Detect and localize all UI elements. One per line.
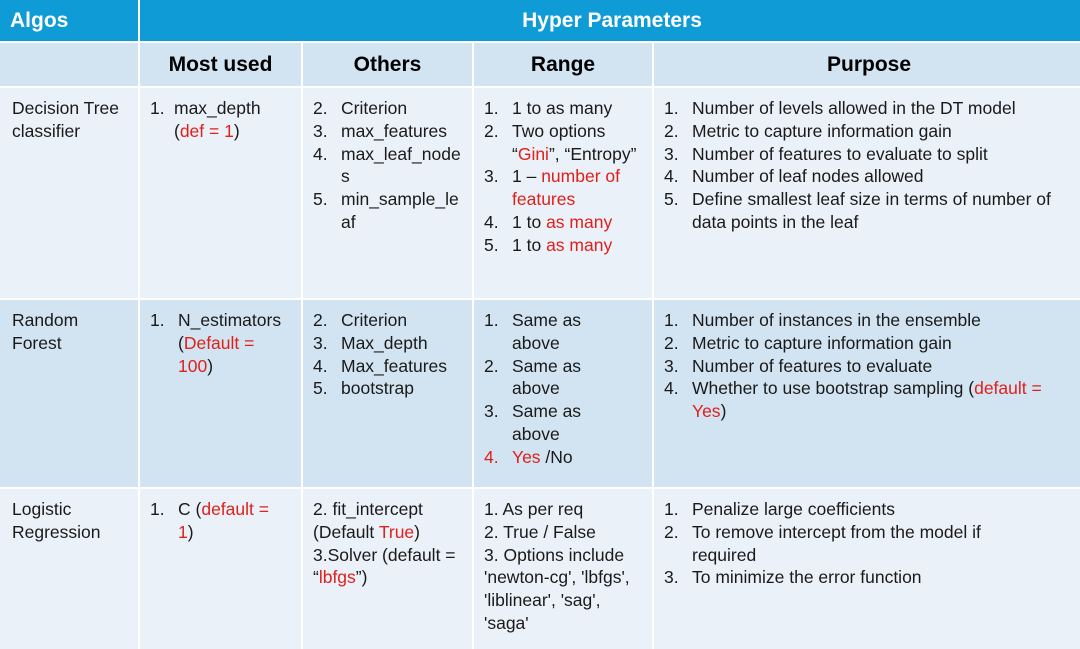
item-number: 1. <box>664 98 679 118</box>
range-highlight: as many <box>546 211 613 232</box>
list-item <box>313 332 462 355</box>
list-item <box>313 377 462 400</box>
item-text: Penalize large coefficients <box>692 499 895 519</box>
header-hyper-parameters-label: Hyper Parameters <box>522 8 702 32</box>
header-algos <box>0 0 138 41</box>
purpose-random-forest <box>654 300 1080 487</box>
item-text: Metric to capture information gain <box>692 332 952 353</box>
item-number: 2. <box>484 355 499 376</box>
item-number: 3. <box>484 401 499 422</box>
param-name: C <box>178 499 191 519</box>
algo-name: Logistic Regression <box>12 499 101 542</box>
range-highlight: number of features <box>512 166 620 210</box>
default-value: Default = 100 <box>178 332 255 376</box>
list-item <box>313 309 462 332</box>
list-item <box>664 332 1074 355</box>
item-text: Define smallest leaf size in terms of number of data points in the leaf <box>692 189 1051 232</box>
item-text: Number of instances in the ensemble <box>692 310 981 330</box>
item-text <box>512 120 642 166</box>
item-text <box>512 446 642 469</box>
item-number: 2. <box>313 310 328 330</box>
item-text <box>174 97 291 143</box>
others-list <box>313 309 462 400</box>
quote-open: “ <box>512 143 518 164</box>
item-text: To remove intercept from the model if required <box>692 521 981 565</box>
item-text <box>512 234 642 257</box>
list-item <box>313 143 462 189</box>
others-highlight: True <box>378 521 415 542</box>
range-text: 1 to <box>512 211 547 232</box>
paren-open: ( <box>174 120 180 141</box>
item-number: 1. <box>150 98 165 118</box>
param-name: N_estimators <box>178 310 282 330</box>
item-text: max_leaf_nodes <box>341 143 461 187</box>
item-text: Criterion <box>341 310 408 330</box>
list-item <box>484 97 642 120</box>
item-text: Same as above <box>512 401 582 444</box>
others-logistic-regression <box>303 489 472 649</box>
default-value: def = 1 <box>179 120 234 141</box>
range-text: 1 – <box>512 166 542 187</box>
purpose-list <box>664 309 1074 423</box>
item-text: min_sample_leaf <box>341 189 459 232</box>
range-line: 2. True / False <box>484 521 596 542</box>
list-item <box>484 400 642 446</box>
list-item <box>664 120 1074 143</box>
list-item <box>150 97 291 143</box>
item-number: 2. <box>313 98 328 118</box>
item-number: 4. <box>484 446 499 467</box>
item-text: max_features <box>341 120 448 141</box>
subheader-others: Others <box>303 43 472 86</box>
item-number: 3. <box>313 120 328 141</box>
subheader-most-used: Most used <box>140 43 301 86</box>
others-random-forest <box>303 300 472 487</box>
item-text: Number of features to evaluate to split <box>692 143 988 164</box>
list-item <box>484 446 642 469</box>
item-number: 1. <box>664 310 679 330</box>
item-number: 1. <box>484 310 499 330</box>
list-item <box>484 234 642 257</box>
list-item <box>313 355 462 378</box>
item-text <box>512 211 642 234</box>
paren-close: ) <box>187 521 194 542</box>
item-number: 3. <box>484 166 499 187</box>
algo-decision-tree <box>0 88 138 298</box>
range-highlight: Yes <box>512 446 541 467</box>
list-item <box>313 188 462 234</box>
item-number: 2. <box>484 120 499 141</box>
paren-open: ( <box>190 499 202 519</box>
most-used-list <box>150 97 291 143</box>
most-used-list <box>150 498 291 544</box>
range-random-forest <box>474 300 652 487</box>
item-text: Number of features to evaluate <box>692 355 933 376</box>
option-gini: Gini <box>517 143 549 164</box>
item-number: 4. <box>664 166 679 187</box>
item-number: 2. <box>664 521 679 542</box>
list-item <box>484 355 642 401</box>
item-number: 1. <box>150 499 165 519</box>
others-highlight: lbfgs <box>318 567 356 588</box>
item-number: 3. <box>664 143 679 164</box>
quote-close: ”) <box>355 567 368 588</box>
item-text: To minimize the error function <box>692 567 922 588</box>
item-text: Number of levels allowed in the DT model <box>692 98 1016 118</box>
algo-name: Random Forest <box>12 310 79 353</box>
item-number: 2. <box>664 120 679 141</box>
item-text <box>178 309 291 377</box>
list-item <box>664 143 1074 166</box>
algo-random-forest <box>0 300 138 487</box>
option-entropy: ”, “Entropy” <box>548 143 637 164</box>
purpose-text: Whether to use bootstrap sampling ( <box>692 378 975 399</box>
range-text: Two options <box>512 120 606 141</box>
most-used-logistic-regression <box>140 489 301 649</box>
item-text: Criterion <box>341 98 408 118</box>
item-number: 5. <box>664 189 679 210</box>
default-value: default = 1 <box>178 499 269 542</box>
item-number: 4. <box>313 355 328 376</box>
range-list <box>484 97 642 257</box>
item-text <box>692 377 1074 423</box>
range-logistic-regression <box>474 489 652 649</box>
list-item <box>484 309 642 355</box>
item-number: 5. <box>313 378 328 399</box>
list-item <box>664 566 1074 589</box>
item-text: Same as above <box>512 310 582 353</box>
header-hyper-parameters <box>140 0 1080 41</box>
paren-close: ) <box>207 355 214 376</box>
list-item <box>664 521 1074 567</box>
others-line <box>313 544 462 590</box>
param-name: max_depth <box>174 98 261 118</box>
range-line: 1. As per req <box>484 499 584 519</box>
item-number: 1. <box>664 499 679 519</box>
list-item <box>664 188 1074 234</box>
list-item <box>664 165 1074 188</box>
list-item <box>313 120 462 143</box>
paren-open: ( <box>178 332 184 353</box>
paren-close: ) <box>720 401 727 422</box>
item-text: Number of leaf nodes allowed <box>692 166 924 187</box>
header-algos-label: Algos <box>10 8 69 32</box>
list-item <box>150 498 291 544</box>
others-text: 3.Solver (default = “ <box>313 544 456 588</box>
most-used-random-forest <box>140 300 301 487</box>
purpose-list <box>664 97 1074 234</box>
others-line <box>313 521 462 544</box>
item-text <box>512 165 642 211</box>
others-text: (Default <box>313 521 379 542</box>
item-number: 3. <box>664 567 679 588</box>
list-item <box>484 165 642 211</box>
others-decision-tree <box>303 88 472 298</box>
item-number: 1. <box>484 98 499 118</box>
most-used-list <box>150 309 291 377</box>
item-text <box>178 498 288 544</box>
item-text: Max_depth <box>341 332 428 353</box>
range-line: 3. Options include 'newton-cg', 'lbfgs', 'liblinear', 'sag', 'saga' <box>484 544 630 633</box>
paren-close: ) <box>414 521 420 542</box>
list-item <box>150 309 291 377</box>
list-item <box>664 355 1074 378</box>
item-number: 4. <box>484 211 499 232</box>
item-number: 5. <box>484 234 499 255</box>
subheader-purpose: Purpose <box>654 43 1080 86</box>
others-line: 2. fit_intercept <box>313 499 423 519</box>
item-text: Max_features <box>341 355 448 376</box>
list-item <box>664 309 1074 332</box>
subheader-empty <box>0 43 138 86</box>
list-item <box>664 97 1074 120</box>
range-decision-tree <box>474 88 652 298</box>
range-list <box>484 309 642 469</box>
algo-logistic-regression <box>0 489 138 649</box>
item-text: bootstrap <box>341 378 414 399</box>
most-used-decision-tree <box>140 88 301 298</box>
item-number: 3. <box>664 355 679 376</box>
purpose-highlight: default = Yes <box>692 378 1042 422</box>
item-number: 2. <box>664 332 679 353</box>
purpose-logistic-regression <box>654 489 1080 649</box>
subheader-range: Range <box>474 43 652 86</box>
list-item <box>664 498 1074 521</box>
purpose-list <box>664 498 1074 589</box>
item-number: 3. <box>313 332 328 353</box>
item-number: 4. <box>664 378 679 399</box>
paren-close: ) <box>233 120 240 141</box>
item-text: 1 to as many <box>512 98 613 118</box>
range-text: /No <box>540 446 573 467</box>
purpose-decision-tree <box>654 88 1080 298</box>
list-item <box>484 120 642 166</box>
range-highlight: as many <box>546 234 613 255</box>
range-text: 1 to <box>512 234 547 255</box>
item-text: Same as above <box>512 355 582 399</box>
algo-name: Decision Tree classifier <box>12 98 119 141</box>
list-item <box>313 97 462 120</box>
list-item <box>664 377 1074 423</box>
item-number: 1. <box>150 310 165 330</box>
others-list <box>313 97 462 234</box>
item-number: 4. <box>313 143 328 164</box>
item-number: 5. <box>313 189 328 210</box>
item-text: Metric to capture information gain <box>692 120 952 141</box>
list-item <box>484 211 642 234</box>
